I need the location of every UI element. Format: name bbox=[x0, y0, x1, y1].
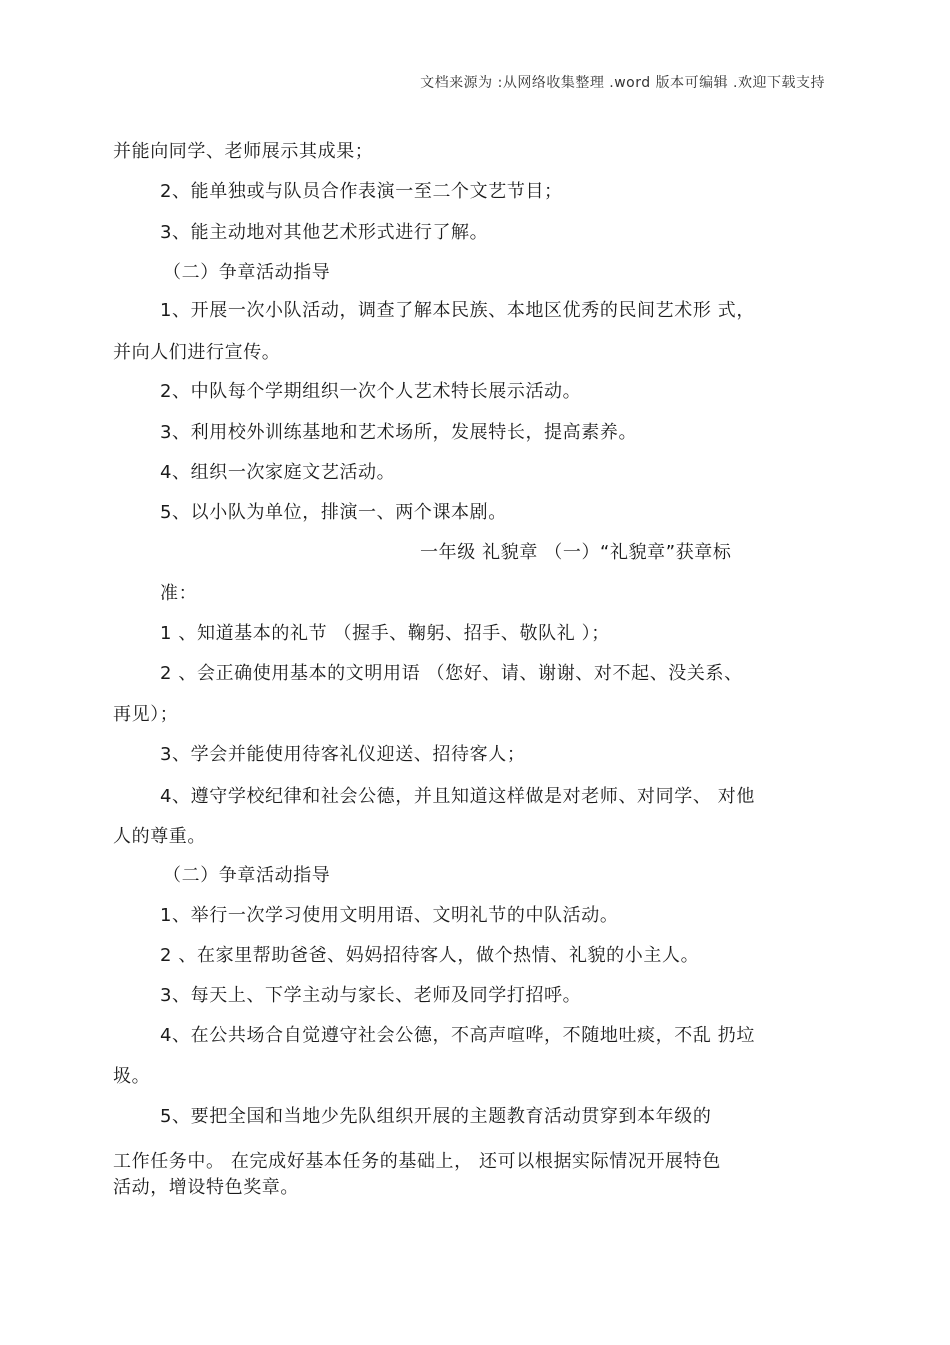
body-line: 1、开展一次小队活动，调查了解本民族、本地区优秀的民间艺术形 式， bbox=[160, 300, 755, 321]
body-line: 4、组织一次家庭文艺活动。 bbox=[160, 462, 396, 483]
body-line: 人的尊重。 bbox=[113, 826, 206, 847]
body-line: 2 、会正确使用基本的文明用语 （您好、请、谢谢、对不起、没关系、 bbox=[160, 663, 743, 684]
body-line: 3、利用校外训练基地和艺术场所，发展特长，提高素养。 bbox=[160, 422, 638, 443]
body-line: 4、在公共场合自觉遵守社会公德，不高声喧哗，不随地吐痰，不乱 扔垃 bbox=[160, 1025, 755, 1046]
body-line: 3、能主动地对其他艺术形式进行了解。 bbox=[160, 222, 489, 243]
body-line: 4、遵守学校纪律和社会公德，并且知道这样做是对老师、对同学、 对他 bbox=[160, 786, 755, 807]
section-heading: （二）争章活动指导 bbox=[163, 865, 331, 886]
body-line: 2 、在家里帮助爸爸、妈妈招待客人，做个热情、礼貌的小主人。 bbox=[160, 945, 700, 966]
section-heading: （二）争章活动指导 bbox=[163, 262, 331, 283]
body-line: 5、以小队为单位，排演一、两个课本剧。 bbox=[160, 502, 507, 523]
body-line: 1 、知道基本的礼节 （握手、鞠躬、招手、敬队礼 ）； bbox=[160, 623, 610, 644]
body-line: 再见）； bbox=[113, 704, 179, 725]
body-line: 2、中队每个学期组织一次个人艺术特长展示活动。 bbox=[160, 381, 582, 402]
section-heading: 一年级 礼貌章 （一）“礼貌章”获章标 bbox=[420, 542, 732, 563]
body-line: 准： bbox=[160, 583, 198, 604]
body-line: 圾。 bbox=[113, 1066, 151, 1087]
body-line: 1、举行一次学习使用文明用语、文明礼节的中队活动。 bbox=[160, 905, 619, 926]
body-line: 2、能单独或与队员合作表演一至二个文艺节目； bbox=[160, 181, 563, 202]
body-line: 3、学会并能使用待客礼仪迎送、招待客人； bbox=[160, 744, 526, 765]
page-header: 文档来源为 :从网络收集整理 .word 版本可编辑 .欢迎下载支持 bbox=[420, 75, 825, 91]
body-line: 5、要把全国和当地少先队组织开展的主题教育活动贯穿到本年级的 bbox=[160, 1106, 712, 1127]
body-line: 并能向同学、老师展示其成果； bbox=[113, 141, 374, 162]
body-line: 工作任务中。 在完成好基本任务的基础上， 还可以根据实际情况开展特色 bbox=[113, 1151, 721, 1172]
body-line: 活动，增设特色奖章。 bbox=[113, 1177, 299, 1198]
body-line: 并向人们进行宣传。 bbox=[113, 342, 281, 363]
body-line: 3、每天上、下学主动与家长、老师及同学打招呼。 bbox=[160, 985, 582, 1006]
